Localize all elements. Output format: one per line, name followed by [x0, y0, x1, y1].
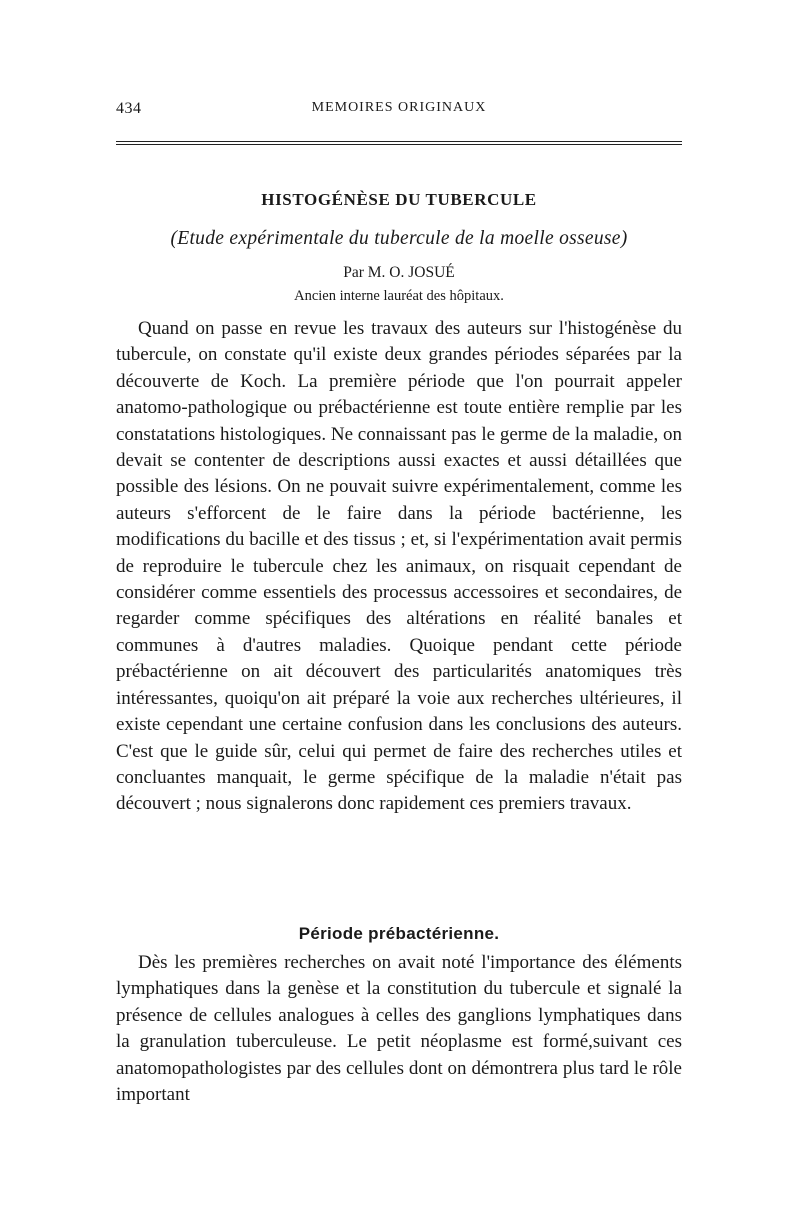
author-credit: Ancien interne lauréat des hôpitaux. — [294, 288, 504, 304]
article-subtitle: (Etude expérimentale du tubercule de la moelle osseuse) — [170, 228, 628, 249]
page-number: 434 — [116, 100, 142, 117]
author-line: Par M. O. JOSUÉ — [343, 264, 455, 281]
running-title: MEMOIRES ORIGINAUX — [311, 100, 487, 115]
paragraph-text: Dès les premières recherches on avait noté l'importance des éléments lymphatiques dans la genèse et la constitution du tubercule et signalé la présence de cellules analogues à celles des ganglions lymphatiques dans la granulation tuberculeuse. Le petit néoplasme est formé,suivant ces anatomopathologistes par des cellules dont on démontrera plus tard le rôle important — [116, 952, 682, 1106]
section-heading: Période prébactérienne. — [298, 924, 500, 943]
running-head — [116, 100, 682, 126]
body-paragraph-2 — [116, 950, 682, 1108]
body-paragraph-1 — [116, 316, 682, 818]
header-rule — [116, 141, 682, 145]
article-title: HISTOGÉNÈSE DU TUBERCULE — [261, 190, 537, 209]
paragraph-text: Quand on passe en revue les travaux des auteurs sur l'histogénèse du tubercule, on constate qu'il existe deux grandes périodes séparées par la découverte de Koch. La première période que l'on pourrait appeler anatomo-pathologique ou prébactérienne est toute entière remplie par les constatations histologiques. Ne connaissant pas le germe de la maladie, on devait se contenter de descriptions aussi exactes et aussi détaillées que possible des lésions. On ne pouvait suivre expérimentalement, comme les auteurs s'efforcent de le faire dans la période bactérienne, les modifications du bacille et des tissus ; et, si l'expérimentation avait permis de reproduire le tubercule chez les animaux, on risquait cependant de considérer comme essentiels des processus accessoires et secondaires, de regarder comme spécifiques des altérations en réalité banales et communes à d'autres maladies. Quoique pendant cette période prébactérienne on ait découvert des particularités anatomiques très intéressantes, quoiqu'on ait préparé la voie aux recherches ultérieures, il existe cependant une certaine confusion dans les conclusions des auteurs. C'est que le guide sûr, celui qui permet de faire des recherches utiles et concluantes manquait, le germe spécifique de la maladie n'était pas découvert ; nous signalerons donc rapidement ces premiers travaux. — [116, 318, 682, 815]
